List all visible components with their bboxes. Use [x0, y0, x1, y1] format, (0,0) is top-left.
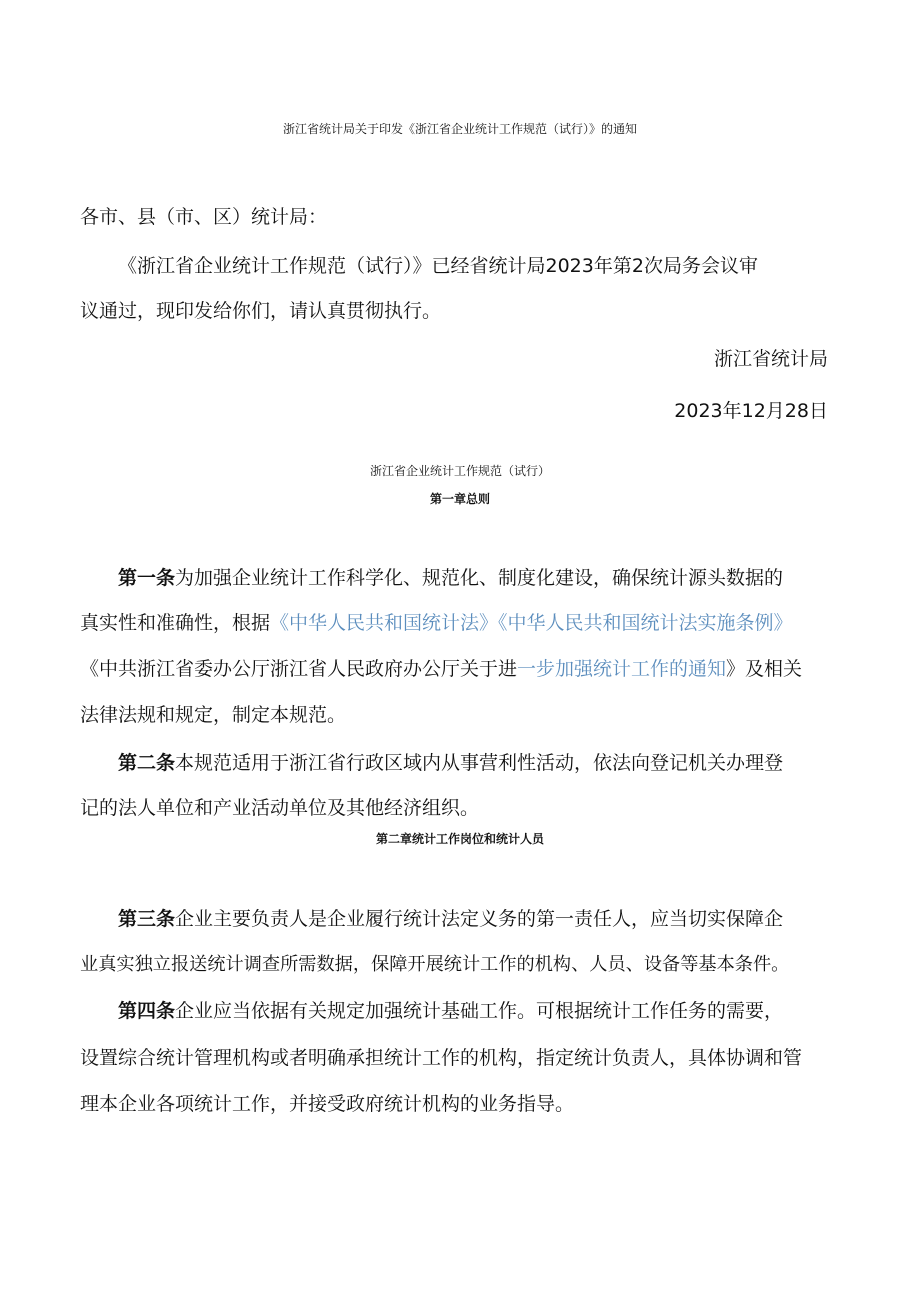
chapter-2-heading: 第二章统计工作岗位和统计人员 — [375, 832, 544, 846]
article-2-label: 第二条 — [118, 752, 176, 774]
article-1-line-4: 法律法规和规定，制定本规范。 — [80, 704, 347, 726]
statistics-law-link[interactable]: 《中华人民共和国统计法》《中华人民共和国统计法实施条例》 — [270, 612, 793, 634]
notice-title: 浙江省统计局关于印发《浙江省企业统计工作规范（试行）》的通知 — [282, 122, 637, 136]
article-1-line-2 — [80, 611, 793, 635]
article-4-line-2: 设置综合统计管理机构或者明确承担统计工作的机构，指定统计负责人，具体协调和管 — [80, 1047, 803, 1069]
article-4-line-1 — [118, 999, 783, 1023]
statistics-notice-link[interactable]: 一步加强统计工作的通知 — [517, 658, 727, 680]
article-1-text-3: 《中共浙江省委办公厅浙江省人民政府办公厅关于进 — [80, 658, 518, 680]
article-3-line-1 — [118, 907, 783, 931]
article-4-line-3: 理本企业各项统计工作，并接受政府统计机构的业务指导。 — [80, 1093, 575, 1115]
article-3-line-2: 业真实独立报送统计调查所需数据，保障开展统计工作的机构、人员、设备等基本条件。 — [80, 954, 790, 975]
intro-line-2: 议通过，现印发给你们，请认真贯彻执行。 — [80, 300, 442, 322]
article-1-text-2: 真实性和准确性，根据 — [80, 612, 271, 634]
article-1-line-1 — [118, 566, 783, 590]
article-1-label: 第一条 — [118, 567, 176, 589]
article-4-label: 第四条 — [118, 1000, 176, 1022]
issue-date: 2023年12月28日 — [674, 400, 828, 422]
article-3-text-1: 企业主要负责人是企业履行统计法定义务的第一责任人，应当切实保障企 — [175, 908, 784, 930]
chapter-1-heading: 第一章总则 — [429, 492, 490, 506]
article-2-text-1: 本规范适用于浙江省行政区域内从事营利性活动，依法向登记机关办理登 — [175, 752, 784, 774]
salutation: 各市、县（市、区）统计局： — [80, 206, 328, 228]
spec-title: 浙江省企业统计工作规范（试行） — [369, 464, 550, 478]
article-2-line-2: 记的法人单位和产业活动单位及其他经济组织。 — [80, 797, 480, 819]
intro-line-1: 《浙江省企业统计工作规范（试行）》已经省统计局2023年第2次局务会议审 — [118, 255, 758, 277]
article-2-line-1 — [118, 751, 783, 775]
article-1-text-1: 为加强企业统计工作科学化、规范化、制度化建设，确保统计源头数据的 — [175, 567, 784, 589]
article-1-line-3 — [80, 657, 802, 681]
issuer: 浙江省统计局 — [713, 348, 828, 370]
article-4-text-1: 企业应当依据有关规定加强统计基础工作。可根据统计工作任务的需要， — [175, 1000, 784, 1022]
article-3-label: 第三条 — [118, 908, 176, 930]
article-1-text-3b: 》及相关 — [726, 658, 803, 680]
